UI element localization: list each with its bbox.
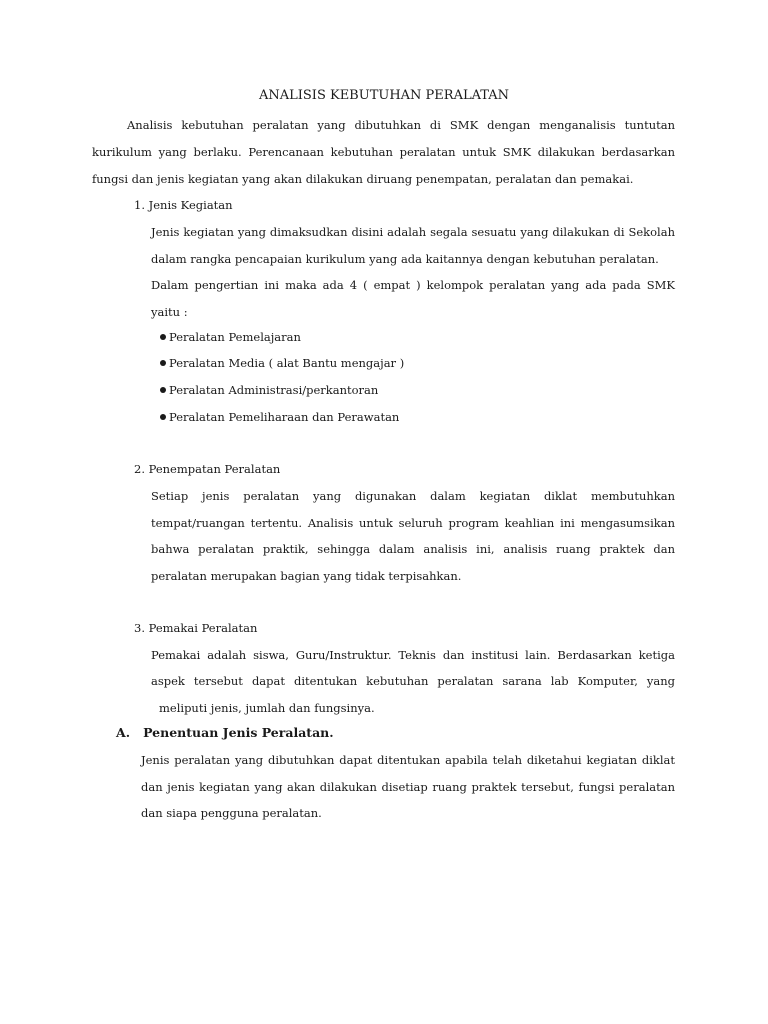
list-item: Peralatan Pemelajaran [160, 330, 301, 344]
item2-line-4: peralatan merupakan bagian yang tidak terpisahkan. [151, 569, 462, 583]
item1-heading: 1. Jenis Kegiatan [134, 198, 233, 212]
item2-line-1: Setiap jenis peralatan yang digunakan dalam kegiatan diklat membutuhkan [151, 489, 675, 503]
intro-line-2: kurikulum yang berlaku. Perencanaan kebutuhan peralatan untuk SMK dilakukan berdasarkan [92, 145, 675, 159]
list-item: Peralatan Media ( alat Bantu mengajar ) [160, 356, 404, 370]
bullet-icon [160, 414, 166, 420]
item1-line-4: yaitu : [151, 305, 188, 319]
item3-line-1: Pemakai adalah siswa, Guru/Instruktur. Teknis dan institusi lain. Berdasarkan ketiga [151, 648, 675, 662]
list-item: Peralatan Administrasi/perkantoran [160, 383, 378, 397]
item1-line-2: dalam rangka pencapaian kurikulum yang ada kaitannya dengan kebutuhan peralatan. [151, 252, 659, 266]
section-a-line-2: dan jenis kegiatan yang akan dilakukan disetiap ruang praktek tersebut, fungsi peralatan [141, 780, 675, 794]
item2-line-3: bahwa peralatan praktik, sehingga dalam analisis ini, analisis ruang praktek dan [151, 542, 675, 556]
item3-line-3: meliputi jenis, jumlah dan fungsinya. [159, 701, 375, 715]
bullet-icon [160, 387, 166, 393]
item1-line-1: Jenis kegiatan yang dimaksudkan disini adalah segala sesuatu yang dilakukan di Sekolah [151, 225, 675, 239]
item2-line-2: tempat/ruangan tertentu. Analisis untuk seluruh program keahlian ini mengasumsikan [151, 516, 675, 530]
section-a-heading: A. Penentuan Jenis Peralatan. [116, 725, 334, 740]
intro-line-3: fungsi dan jenis kegiatan yang akan dilakukan diruang penempatan, peralatan dan pemakai. [92, 172, 634, 186]
item3-heading: 3. Pemakai Peralatan [134, 621, 258, 635]
list-item: Peralatan Pemeliharaan dan Perawatan [160, 410, 399, 424]
bullet-icon [160, 334, 166, 340]
bullet-icon [160, 360, 166, 366]
item2-heading: 2. Penempatan Peralatan [134, 462, 281, 476]
item1-line-3: Dalam pengertian ini maka ada 4 ( empat ) kelompok peralatan yang ada pada SMK [151, 278, 675, 292]
item3-line-2: aspek tersebut dapat ditentukan kebutuhan peralatan sarana lab Komputer, yang [151, 674, 675, 688]
section-a-line-1: Jenis peralatan yang dibutuhkan dapat ditentukan apabila telah diketahui kegiatan diklat [141, 753, 675, 767]
section-a-line-3: dan siapa pengguna peralatan. [141, 806, 322, 820]
page-title: ANALISIS KEBUTUHAN PERALATAN [258, 88, 509, 103]
intro-line-1: Analisis kebutuhan peralatan yang dibutuhkan di SMK dengan menganalisis tuntutan [127, 118, 675, 132]
